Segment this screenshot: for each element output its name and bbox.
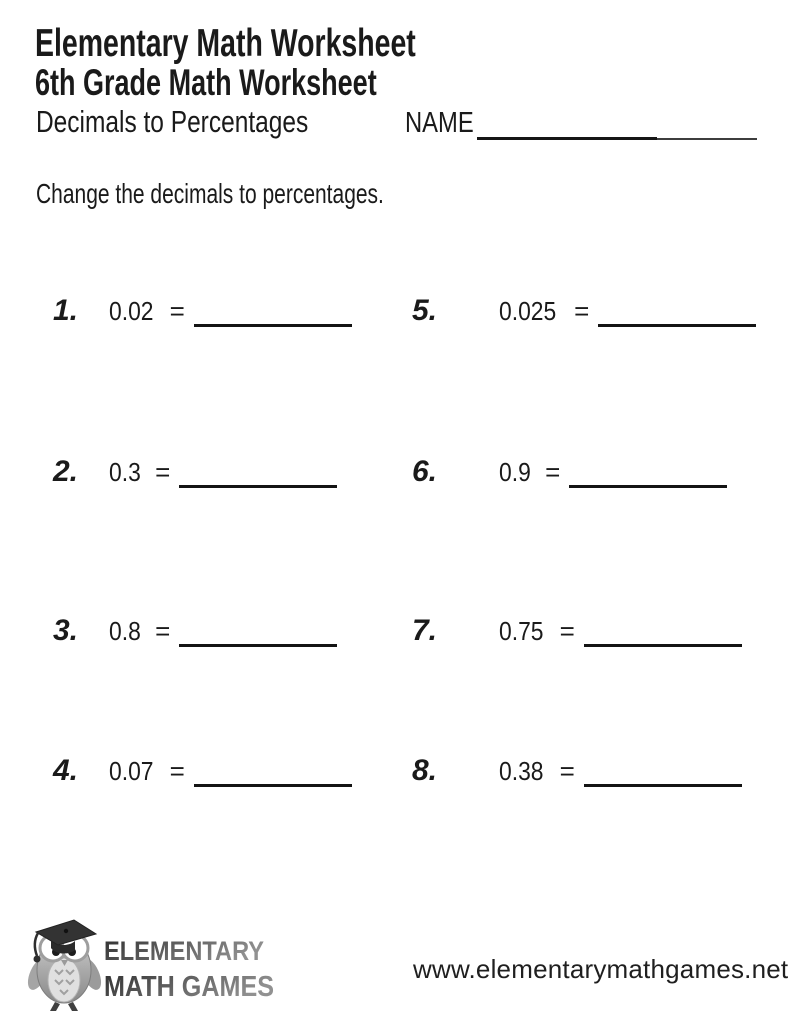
problem-8 — [395, 754, 742, 788]
answer-blank — [179, 485, 337, 488]
owl-mascot-icon — [24, 920, 105, 1011]
problem-number: 5. — [411, 294, 437, 327]
problem-decimal: 0.38 — [499, 756, 544, 786]
problem-number: 2. — [52, 455, 78, 488]
problem-number: 6. — [411, 455, 437, 488]
elementary-math-games-logo — [28, 914, 274, 1018]
answer-blank — [179, 644, 337, 647]
equals-sign: = — [155, 457, 171, 487]
answer-blank — [194, 784, 352, 787]
logo-text-line1: ELEMENTARY — [104, 936, 264, 966]
name-label: NAME — [405, 107, 474, 139]
problem-3 — [36, 614, 337, 648]
problem-decimal: 0.9 — [499, 457, 531, 487]
problem-2 — [36, 455, 337, 489]
problem-number: 3. — [52, 614, 78, 647]
problem-number: 1. — [52, 294, 78, 327]
name-blank-line — [477, 112, 757, 140]
equals-sign: = — [545, 457, 561, 487]
worksheet-topic-title: Decimals to Percentages — [36, 104, 309, 139]
problem-decimal: 0.02 — [109, 296, 154, 326]
problem-5 — [395, 294, 756, 328]
website-url: www.elementarymathgames.net — [413, 954, 789, 984]
name-blank-segment-1 — [477, 112, 657, 140]
equals-sign: = — [155, 616, 171, 646]
name-blank-segment-2 — [657, 112, 757, 140]
problem-number: 4. — [52, 754, 78, 787]
grade-title: 6th Grade Math Worksheet — [35, 62, 377, 103]
problem-6 — [395, 455, 727, 489]
problem-decimal: 0.025 — [499, 296, 557, 326]
problem-decimal: 0.07 — [109, 756, 154, 786]
problem-decimal: 0.75 — [499, 616, 544, 646]
problem-4 — [36, 754, 352, 788]
problem-decimal: 0.3 — [109, 457, 141, 487]
answer-blank — [569, 485, 727, 488]
equals-sign: = — [169, 756, 185, 786]
equals-sign: = — [574, 296, 590, 326]
problem-number: 8. — [411, 754, 437, 787]
problem-decimal: 0.8 — [109, 616, 141, 646]
answer-blank — [584, 784, 742, 787]
equals-sign: = — [559, 616, 575, 646]
problem-number: 7. — [411, 614, 437, 647]
problem-1 — [36, 294, 352, 328]
instructions-text: Change the decimals to percentages. — [36, 178, 384, 209]
equals-sign: = — [169, 296, 185, 326]
answer-blank — [584, 644, 742, 647]
answer-blank — [598, 324, 756, 327]
answer-blank — [194, 324, 352, 327]
problem-7 — [395, 614, 742, 648]
equals-sign: = — [559, 756, 575, 786]
worksheet-series-title: Elementary Math Worksheet — [35, 22, 416, 65]
logo-text-line2: MATH GAMES — [104, 971, 274, 1003]
